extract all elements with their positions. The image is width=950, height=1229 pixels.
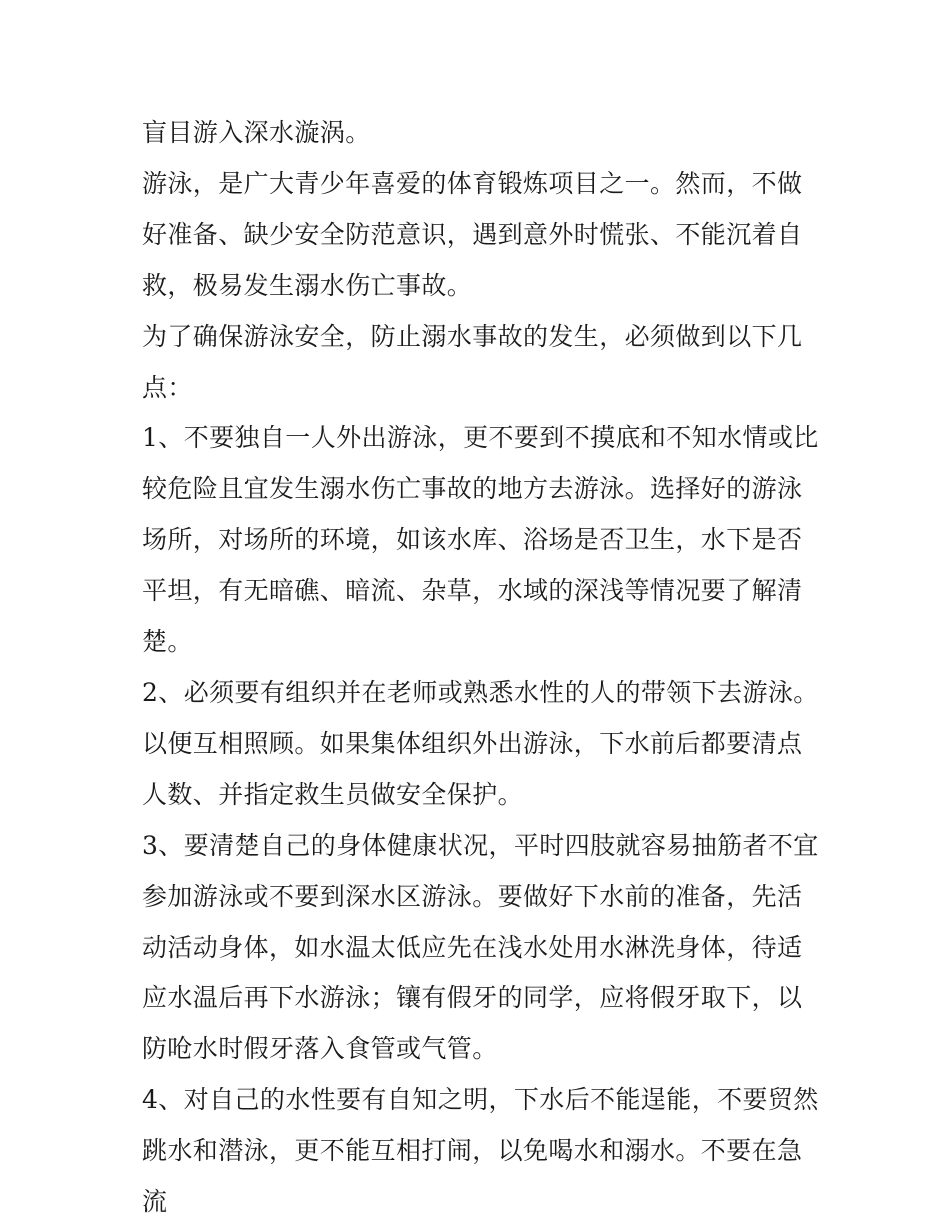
paragraph-rule-1: 1、不要独自一人外出游泳，更不要到不摸底和不知水情或比较危险且宜发生溺水伤亡事故的地方去游泳。选择好的游泳场所，对场所的环境，如该水库、浴场是否卫生，水下是否平坦，有无暗礁、暗流、杂草，水域的深浅等情况要了解清楚。 bbox=[142, 423, 819, 657]
paragraph-continuation: 盲目游入深水漩涡。 bbox=[142, 118, 371, 147]
paragraph-rule-2: 2、必须要有组织并在老师或熟悉水性的人的带领下去游泳。以便互相照顾。如果集体组织外出游泳，下水前后都要清点人数、并指定救生员做安全保护。 bbox=[142, 677, 819, 809]
paragraph-requirements-lead: 为了确保游泳安全，防止溺水事故的发生，必须做到以下几点： bbox=[142, 321, 803, 402]
paragraph-intro: 游泳，是广大青少年喜爱的体育锻炼项目之一。然而，不做好准备、缺少安全防范意识，遇到意外时慌张、不能沉着自救，极易发生溺水伤亡事故。 bbox=[142, 168, 803, 300]
paragraph-rule-3: 3、要清楚自己的身体健康状况，平时四肢就容易抽筋者不宜参加游泳或不要到深水区游泳。要做好下水前的准备，先活动活动身体，如水温太低应先在浅水处用水淋洗身体，待适应水温后再下水游泳；镶有假牙的同学，应将假牙取下，以防呛水时假牙落入食管或气管。 bbox=[142, 830, 819, 1064]
document-body bbox=[142, 108, 822, 1228]
paragraph-rule-4: 4、对自己的水性要有自知之明，下水后不能逞能，不要贸然跳水和潜泳，更不能互相打闹，以免喝水和溺水。不要在急流 bbox=[142, 1085, 819, 1217]
